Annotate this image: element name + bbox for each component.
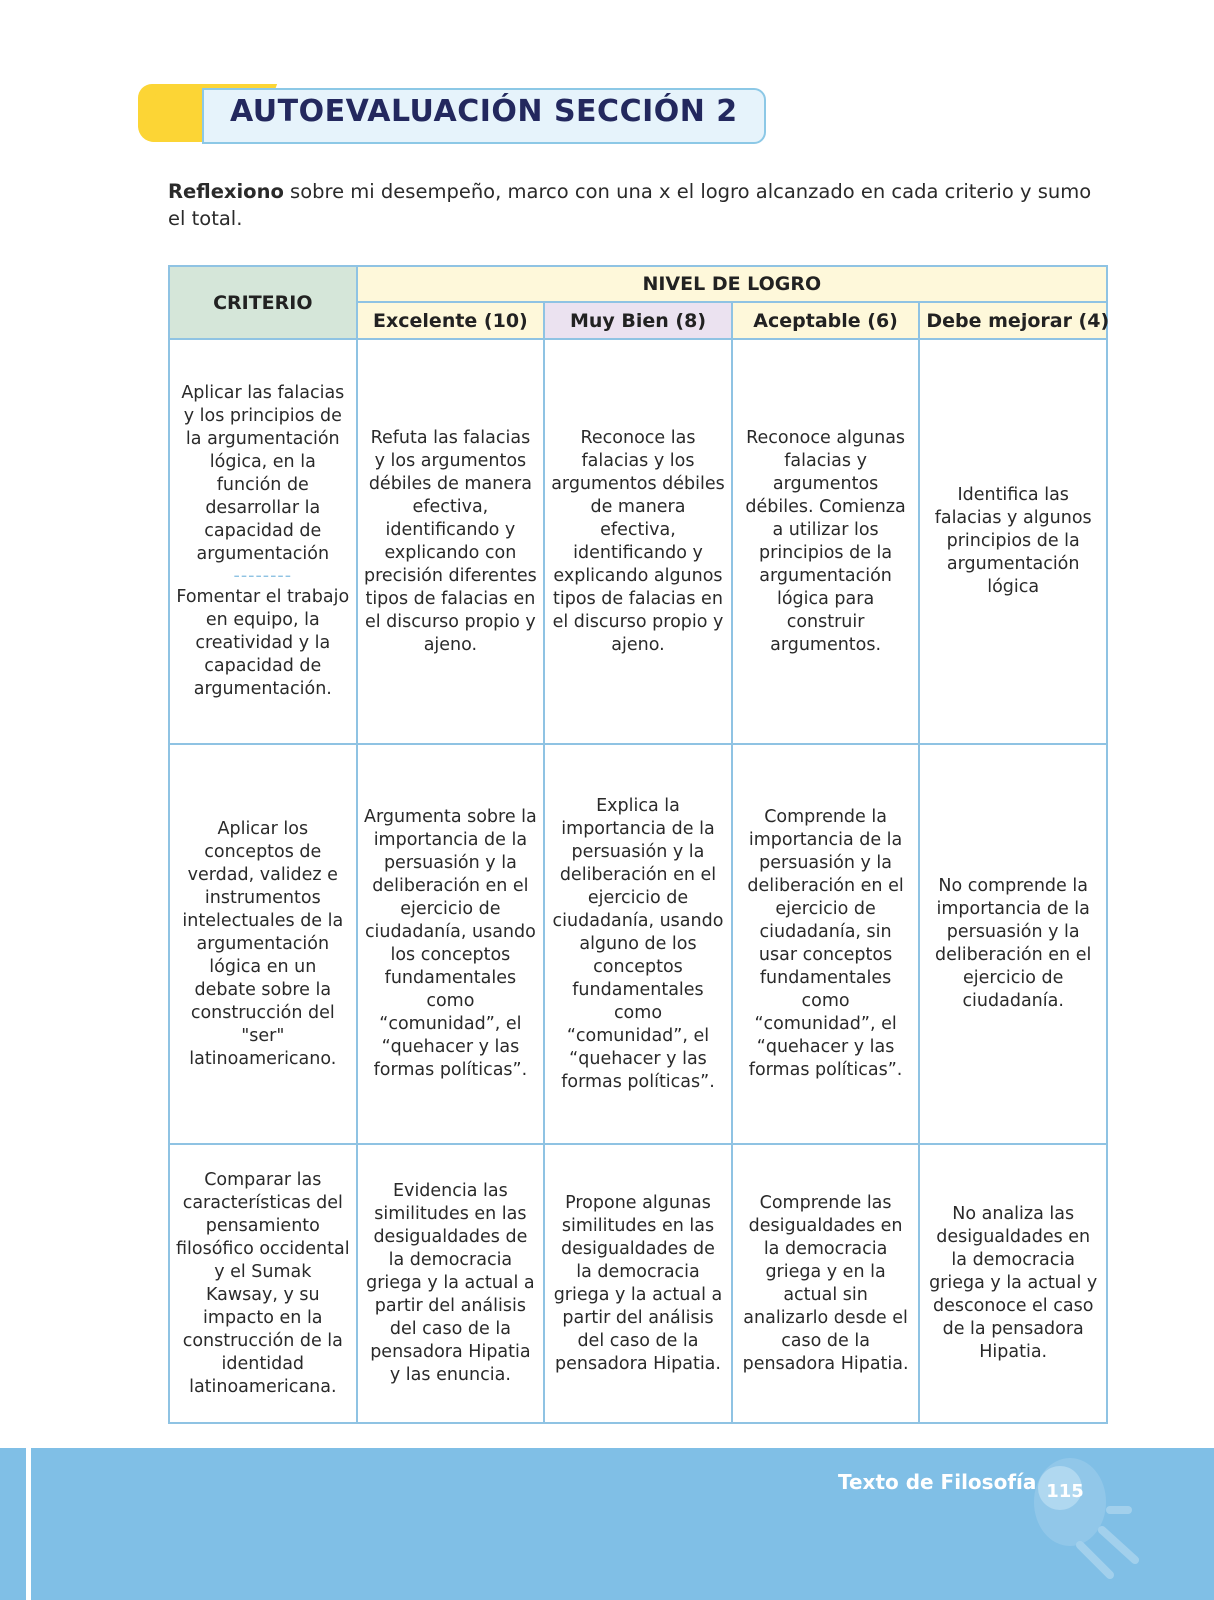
- level-cell-debe-mejorar[interactable]: Identifica las falacias y algunos principios de la argumentación lógica: [919, 339, 1107, 744]
- criterio-text-secondary: Fomentar el trabajo en equipo, la creatividad y la capacidad de argumentación.: [176, 587, 350, 699]
- header-row-top: [169, 266, 1107, 302]
- section-banner: [138, 78, 770, 150]
- level-cell-aceptable[interactable]: Comprende la importancia de la persuasión y la deliberación en el ejercicio de ciudadanía, sin usar conceptos fundamentales como “comunidad”, el “quehacer y las formas políticas”.: [732, 744, 920, 1144]
- level-cell-debe-mejorar[interactable]: No analiza las desigualdades en la democracia griega y la actual y desconoce el caso de la pensadora Hipatia.: [919, 1144, 1107, 1423]
- table-row: [169, 1144, 1107, 1423]
- level-cell-excelente[interactable]: Argumenta sobre la importancia de la persuasión y la deliberación en el ejercicio de ciudadanía, usando los conceptos fundamentales como “comunidad”, el “quehacer y las formas políticas”.: [357, 744, 545, 1144]
- page-title: AUTOEVALUACIÓN SECCIÓN 2: [230, 94, 738, 129]
- level-cell-excelente[interactable]: Evidencia las similitudes en las desigualdades de la democracia griega y la actual a partir del análisis del caso de la pensadora Hipatia y las enuncia.: [357, 1144, 545, 1423]
- level-cell-muy-bien[interactable]: Reconoce las falacias y los argumentos débiles de manera efectiva, identificando y explicando algunos tipos de falacias en el discurso propio y ajeno.: [544, 339, 732, 744]
- level-cell-aceptable[interactable]: Comprende las desigualdades en la democracia griega y en la actual sin analizarlo desde el caso de la pensadora Hipatia.: [732, 1144, 920, 1423]
- instructions-text: sobre mi desempeño, marco con una x el logro alcanzado en cada criterio y sumo el total.: [168, 180, 1092, 230]
- level-header-excelente: Excelente (10): [357, 302, 545, 339]
- criterio-header: CRITERIO: [169, 266, 357, 339]
- criterio-separator: --------: [233, 566, 293, 586]
- level-cell-excelente[interactable]: Refuta las falacias y los argumentos débiles de manera efectiva, identificando y explicando con precisión diferentes tipos de falacias en el discurso propio y ajeno.: [357, 339, 545, 744]
- level-cell-muy-bien[interactable]: Explica la importancia de la persuasión y la deliberación en el ejercicio de ciudadanía, usando alguno de los conceptos fundamentales como “comunidad”, el “quehacer y las formas políticas”.: [544, 744, 732, 1144]
- table-row: [169, 339, 1107, 744]
- nivel-header: NIVEL DE LOGRO: [357, 266, 1107, 302]
- level-cell-aceptable[interactable]: Reconoce algunas falacias y argumentos débiles. Comienza a utilizar los principios de la argumentación lógica para construir argumentos.: [732, 339, 920, 744]
- rubric-table: [168, 265, 1108, 1424]
- page-number: 115: [1046, 1481, 1084, 1502]
- criterio-cell: [169, 339, 357, 744]
- level-header-debe-mejorar: Debe mejorar (4): [919, 302, 1107, 339]
- level-cell-debe-mejorar[interactable]: No comprende la importancia de la persuasión y la deliberación en el ejercicio de ciudadanía.: [919, 744, 1107, 1144]
- level-header-muy-bien: Muy Bien (8): [544, 302, 732, 339]
- footer-divider: [26, 1448, 31, 1600]
- criterio-cell: Comparar las características del pensamiento filosófico occidental y el Sumak Kawsay, y su impacto en la construcción de la identidad latinoamericana.: [169, 1144, 357, 1423]
- level-cell-muy-bien[interactable]: Propone algunas similitudes en las desigualdades de la democracia griega y la actual a partir del análisis del caso de la pensadora Hipatia.: [544, 1144, 732, 1423]
- criterio-cell: Aplicar los conceptos de verdad, validez e instrumentos intelectuales de la argumentación lógica en un debate sobre la construcción del "ser" latinoamericano.: [169, 744, 357, 1144]
- criterio-text: Aplicar las falacias y los principios de la argumentación lógica, en la función de desarrollar la capacidad de argumentación: [181, 383, 345, 564]
- instructions: [168, 178, 1108, 232]
- footer-book-title: Texto de Filosofía: [838, 1470, 1037, 1494]
- level-header-aceptable: Aceptable (6): [732, 302, 920, 339]
- instructions-bold: Reflexiono: [168, 180, 284, 203]
- table-row: [169, 744, 1107, 1144]
